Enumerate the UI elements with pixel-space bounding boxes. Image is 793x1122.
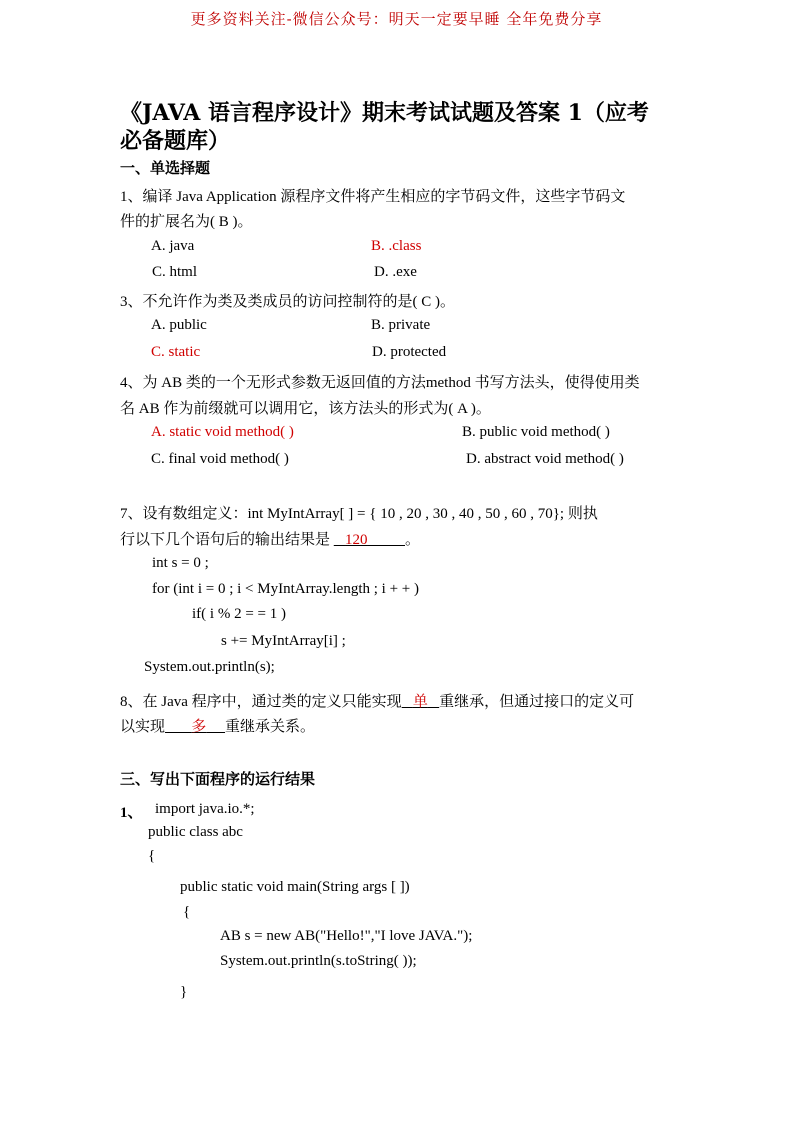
- p1-code-line3: {: [148, 848, 156, 864]
- doc-title-line1: 《JAVA 语言程序设计》期末考试试题及答案 1（应考: [120, 100, 649, 126]
- q3-option-b: B. private: [371, 317, 431, 333]
- q8-answer2: 多: [191, 719, 207, 735]
- q8-line1-text: 8、在 Java 程序中，通过类的定义只能实现: [120, 694, 402, 710]
- q4-option-c: C. final void method( ): [151, 451, 289, 467]
- section-single-choice: 一、单选择题: [120, 159, 211, 177]
- p1-code-line6: AB s = new AB("Hello!","I love JAVA.");: [220, 928, 473, 944]
- top-banner: 更多资料关注-微信公众号：明天一定要早睡 全年免费分享: [190, 10, 603, 28]
- q1-option-a: A. java: [151, 238, 195, 254]
- q4-option-a: A. static void method( ): [151, 424, 294, 440]
- p1-code-line5: {: [183, 904, 191, 920]
- q3-option-c: C. static: [151, 344, 201, 360]
- q1-option-d: D. .exe: [374, 264, 417, 280]
- q4-option-b: B. public void method( ): [462, 424, 610, 440]
- q1-line1: 1、编译 Java Application 源程序文件将产生相应的字节码文件，这些字节码文: [120, 189, 626, 205]
- q7-code-line1: int s = 0 ;: [152, 555, 209, 571]
- q8-line2: [120, 715, 315, 736]
- p1-number: 1、: [120, 805, 143, 821]
- p1-code-line1: import java.io.*;: [155, 801, 255, 817]
- q4-line1: 4、为 AB 类的一个无形式参数无返回值的方法method 书写方法头，使得使用类: [120, 375, 640, 391]
- p1-code-line7: System.out.println(s.toString( ));: [220, 953, 417, 969]
- q8-line2-end: 重继承关系。: [225, 719, 316, 735]
- q4-option-d: D. abstract void method( ): [466, 451, 624, 467]
- q7-code-line4: s += MyIntArray[i] ;: [221, 633, 346, 649]
- q7-line2-text: 行以下几个语句后的输出结果是: [120, 532, 334, 548]
- p1-code-line8: }: [180, 984, 188, 1000]
- q1-line2: 件的扩展名为( B )。: [120, 214, 253, 230]
- q3-option-a: A. public: [151, 317, 207, 333]
- q7-answer-blank: [334, 532, 405, 548]
- q7-code-line5: System.out.println(s);: [144, 659, 275, 675]
- doc-title-line2: 必备题库）: [120, 128, 231, 154]
- q8-line1-end: 重继承，但通过接口的定义可: [439, 694, 635, 710]
- p1-code-line2: public class abc: [148, 824, 243, 840]
- q7-line2-end: 。: [405, 532, 421, 548]
- q7-code-line2: for (int i = 0 ; i < MyIntArray.length ; i + + ): [152, 581, 419, 597]
- section-program-output: 三、写出下面程序的运行结果: [120, 770, 316, 788]
- q8-answer2-blank: [165, 719, 225, 735]
- q1-option-b: B. .class: [371, 238, 422, 254]
- q8-answer1: 单: [412, 694, 428, 710]
- q7-line2: [120, 528, 420, 549]
- q8-line1: [120, 690, 634, 711]
- p1-code-line4: public static void main(String args [ ]): [180, 879, 410, 895]
- q8-answer1-blank: [402, 694, 440, 710]
- q4-line2: 名 AB 作为前缀就可以调用它，该方法头的形式为( A )。: [120, 401, 491, 417]
- q7-line1: 7、设有数组定义：int MyIntArray[ ] = { 10 , 20 , 30 , 40 , 50 , 60 , 70}; 则执: [120, 506, 598, 522]
- q3-line1: 3、不允许作为类及类成员的访问控制符的是( C )。: [120, 294, 455, 310]
- q1-option-c: C. html: [152, 264, 198, 280]
- q7-code-line3: if( i % 2 = = 1 ): [192, 606, 286, 622]
- q8-line2-text: 以实现: [120, 719, 166, 735]
- q3-option-d: D. protected: [372, 344, 447, 360]
- q7-answer: 120: [345, 532, 368, 548]
